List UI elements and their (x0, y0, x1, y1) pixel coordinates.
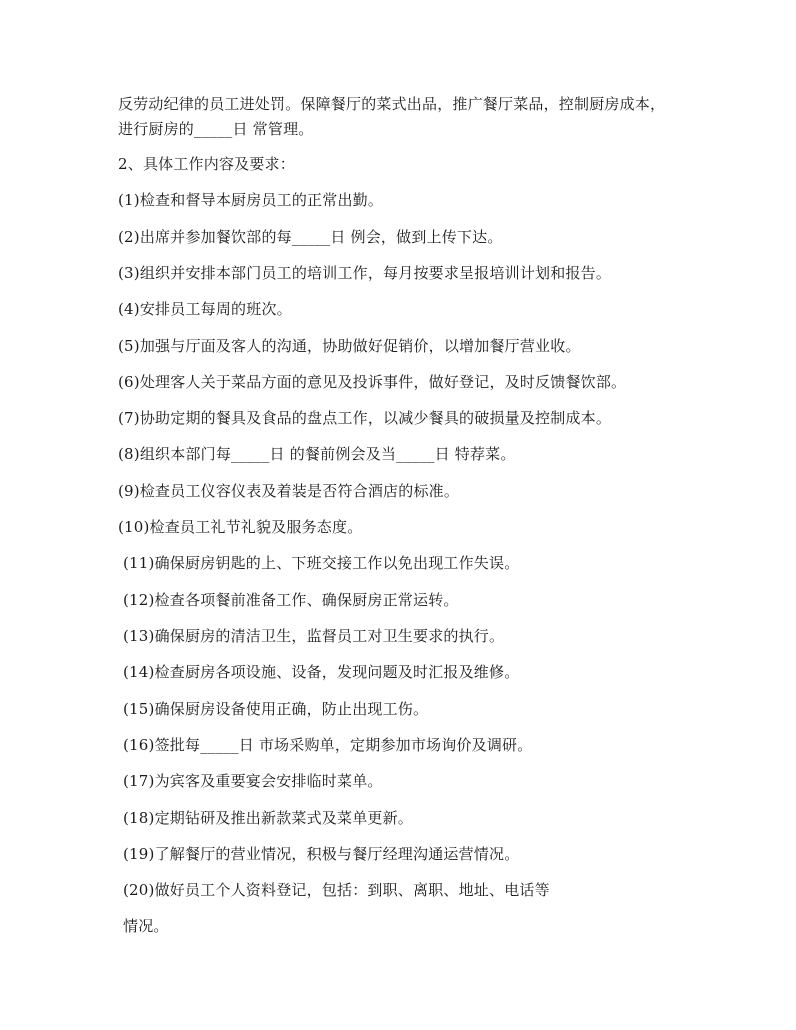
list-item: (11)确保厨房钥匙的上、下班交接工作以免出现工作失误。 (123, 554, 520, 572)
section-heading: 2、具体工作内容及要求： (118, 155, 295, 173)
list-item: (5)加强与厅面及客人的沟通，协助做好促销价，以增加餐厅营业收。 (118, 337, 581, 355)
list-item: (18)定期钻研及推出新款菜式及菜单更新。 (123, 809, 413, 827)
list-item: (3)组织并安排本部门员工的培训工作，每月按要求呈报培训计划和报告。 (118, 264, 612, 282)
text-line: 情况。 (123, 917, 169, 935)
list-item: (6)处理客人关于菜品方面的意见及投诉事件，做好登记，及时反馈餐饮部。 (118, 373, 627, 391)
list-item: (16)签批每_____日 市场采购单，定期参加市场询价及调研。 (123, 736, 533, 754)
text-line: 进行厨房的_____日 常管理。 (118, 120, 314, 138)
list-item: (8)组织本部门每_____日 的餐前例会及当_____日 特荐菜。 (118, 445, 516, 463)
list-item: (9)检查员工仪容仪表及着装是否符合酒店的标准。 (118, 482, 460, 500)
text-line: 反劳动纪律的员工进处罚。保障餐厅的菜式出品，推广餐厅菜品，控制厨房成本， (118, 95, 666, 113)
list-item: (10)检查员工礼节礼貌及服务态度。 (118, 518, 363, 536)
list-item: (17)为宾客及重要宴会安排临时菜单。 (123, 772, 383, 790)
list-item: (2)出席并参加餐饮部的每_____日 例会，做到上传下达。 (118, 228, 503, 246)
list-item: (12)检查各项餐前准备工作、确保厨房正常运转。 (123, 591, 459, 609)
list-item: (1)检查和督导本厨房员工的正常出勤。 (118, 191, 384, 209)
list-item: (13)确保厨房的清洁卫生，监督员工对卫生要求的执行。 (123, 627, 505, 645)
list-item: (14)检查厨房各项设施、设备，发现问题及时汇报及维修。 (123, 663, 520, 681)
list-item: (7)协助定期的餐具及食品的盘点工作，以减少餐具的破损量及控制成本。 (118, 409, 612, 427)
list-item: (15)确保厨房设备使用正确，防止出现工伤。 (123, 700, 429, 718)
list-item: (19)了解餐厅的营业情况，积极与餐厅经理沟通运营情况。 (123, 845, 520, 863)
list-item: (20)做好员工个人资料登记，包括：到职、离职、地址、电话等 (123, 881, 550, 899)
list-item: (4)安排员工每周的班次。 (118, 300, 292, 318)
